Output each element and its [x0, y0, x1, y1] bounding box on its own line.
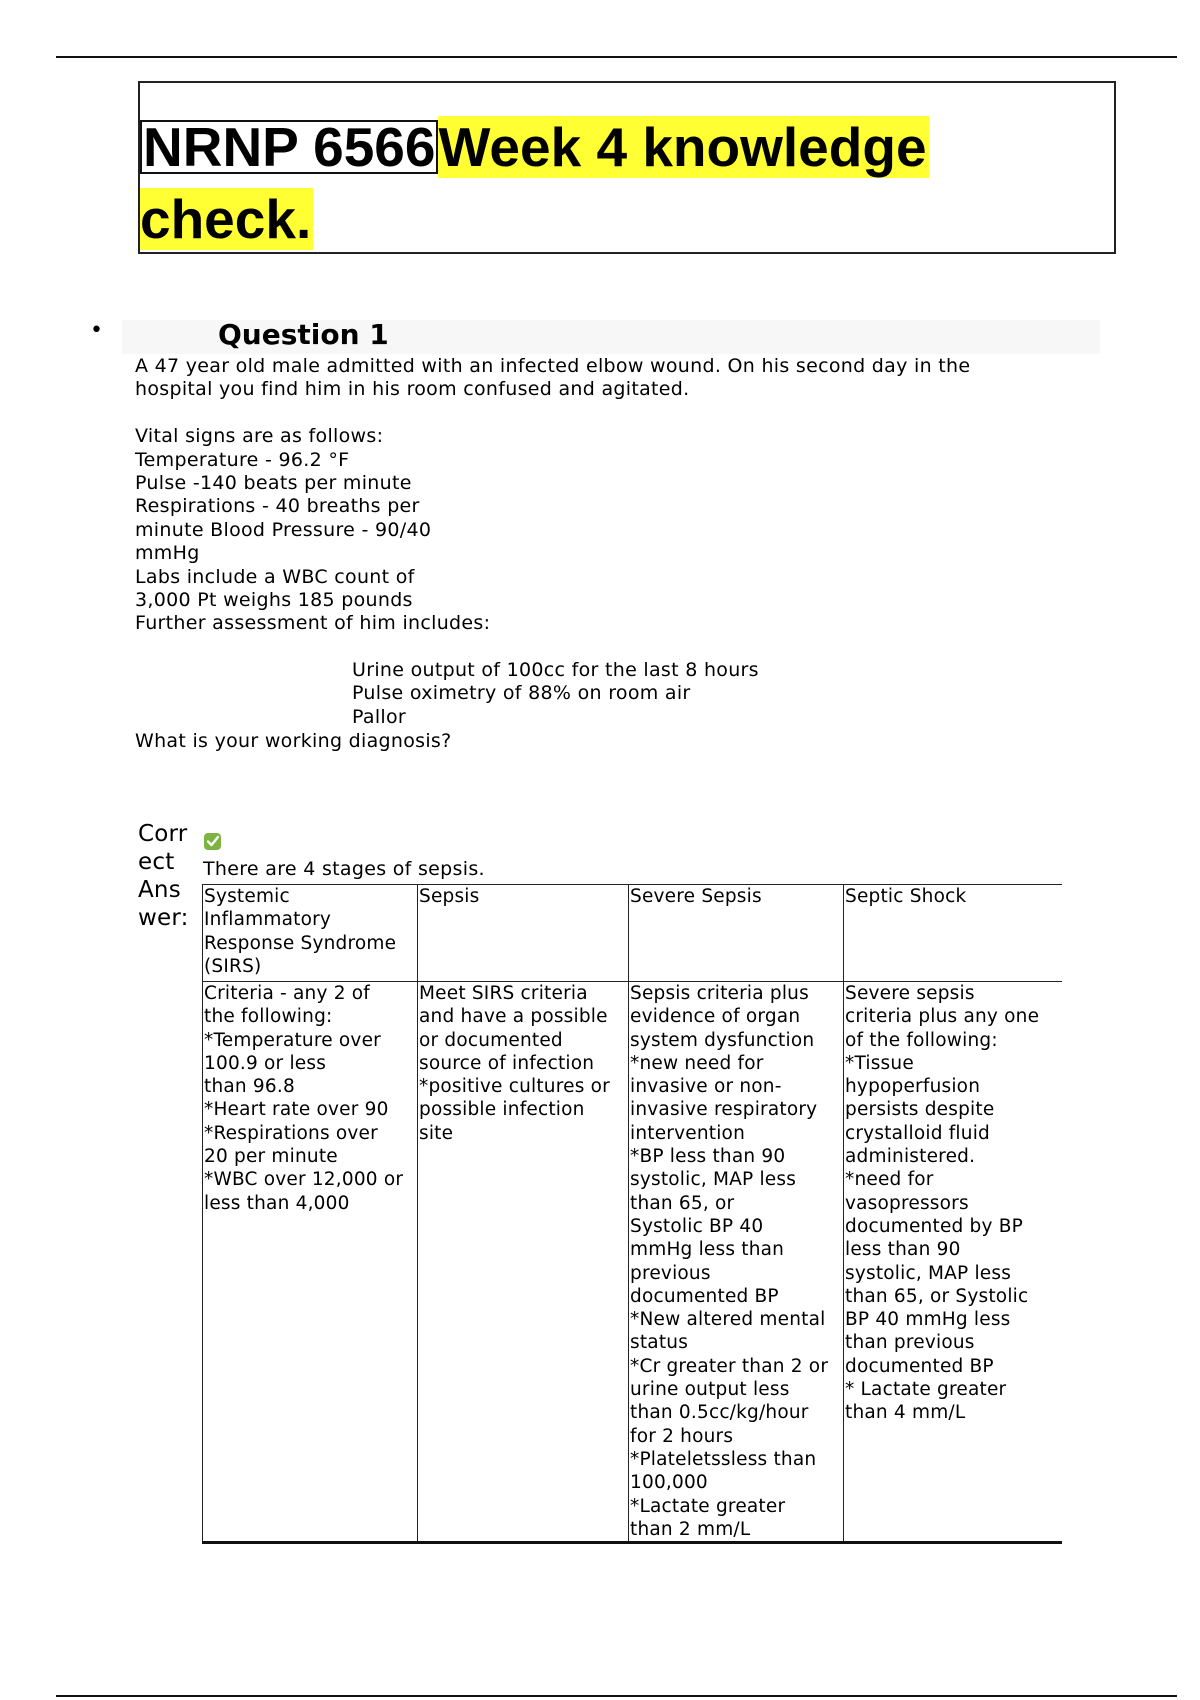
header-severe-sepsis: Severe Sepsis	[629, 885, 844, 982]
bottom-rule	[56, 1695, 1177, 1697]
header-septic-shock: Septic Shock	[844, 885, 1062, 982]
answer-intro: There are 4 stages of sepsis.	[203, 858, 485, 880]
list-bullet: •	[90, 318, 103, 343]
correct-answer-label: Corr ect Ans wer:	[138, 821, 189, 931]
title-box	[138, 81, 1116, 254]
course-code: NRNP 6566	[140, 120, 438, 174]
title-line-2: check.	[140, 188, 312, 250]
header-sepsis: Sepsis	[418, 885, 629, 982]
finding-item: Urine output of 100cc for the last 8 hours	[352, 659, 759, 681]
finding-item: Pallor	[352, 705, 407, 728]
cell-sirs-criteria: Criteria - any 2 of the following: *Temperature over 100.9 or less than 96.8 *Heart rate over 90 *Respirations over 20 per minute *WBC over 12,000 or less than 4,000	[203, 982, 418, 1543]
cell-severe-sepsis-criteria: Sepsis criteria plus evidence of organ system dysfunction *new need for invasive or non- invasive respiratory intervention *BP less than 90 systolic, MAP less than 65, or Systolic BP 40 mmHg less than previous documented BP *New altered mental status *Cr greater than 2 or urine output less than 0.5cc/kg/hour for 2 hours *Plateletssless than 100,000 *Lactate greater than 2 mm/L	[629, 982, 844, 1543]
assessment-findings	[352, 659, 759, 729]
document-title	[140, 111, 1040, 255]
header-sirs: Systemic Inflammatory Response Syndrome (SIRS)	[203, 885, 418, 982]
table-header-row	[203, 885, 1062, 982]
top-rule	[56, 56, 1177, 58]
sepsis-stages-table	[202, 884, 1062, 1544]
finding-item: Pulse oximetry of 88% on room air	[352, 682, 691, 705]
question-stem: A 47 year old male admitted with an infected elbow wound. On his second day in the hospital you find him in his room confused and agitated. Vital signs are as follows: Temperature - 96.2 °F Pulse -140 beats per minute Respirations - 40 breaths per minute Blood Pressure - 90/40 mmHg Labs include a WBC count of 3,000 Pt weighs 185 pounds Further assessment of him includes:	[135, 355, 971, 635]
cell-sepsis-criteria: Meet SIRS criteria and have a possible or documented source of infection *positive cultures or possible infection site	[418, 982, 629, 1543]
question-prompt: What is your working diagnosis?	[135, 730, 452, 752]
cell-septic-shock-criteria: Severe sepsis criteria plus any one of the following: *Tissue hypoperfusion persists despite crystalloid fluid administered. *need for vasopressors documented by BP less than 90 systolic, MAP less than 65, or Systolic BP 40 mmHg less than previous documented BP * Lactate greater than 4 mm/L	[844, 982, 1062, 1543]
check-badge-icon	[203, 831, 223, 851]
title-line-1: Week 4 knowledge	[438, 116, 927, 178]
question-title: Question 1	[218, 318, 389, 351]
table-row	[203, 982, 1062, 1543]
